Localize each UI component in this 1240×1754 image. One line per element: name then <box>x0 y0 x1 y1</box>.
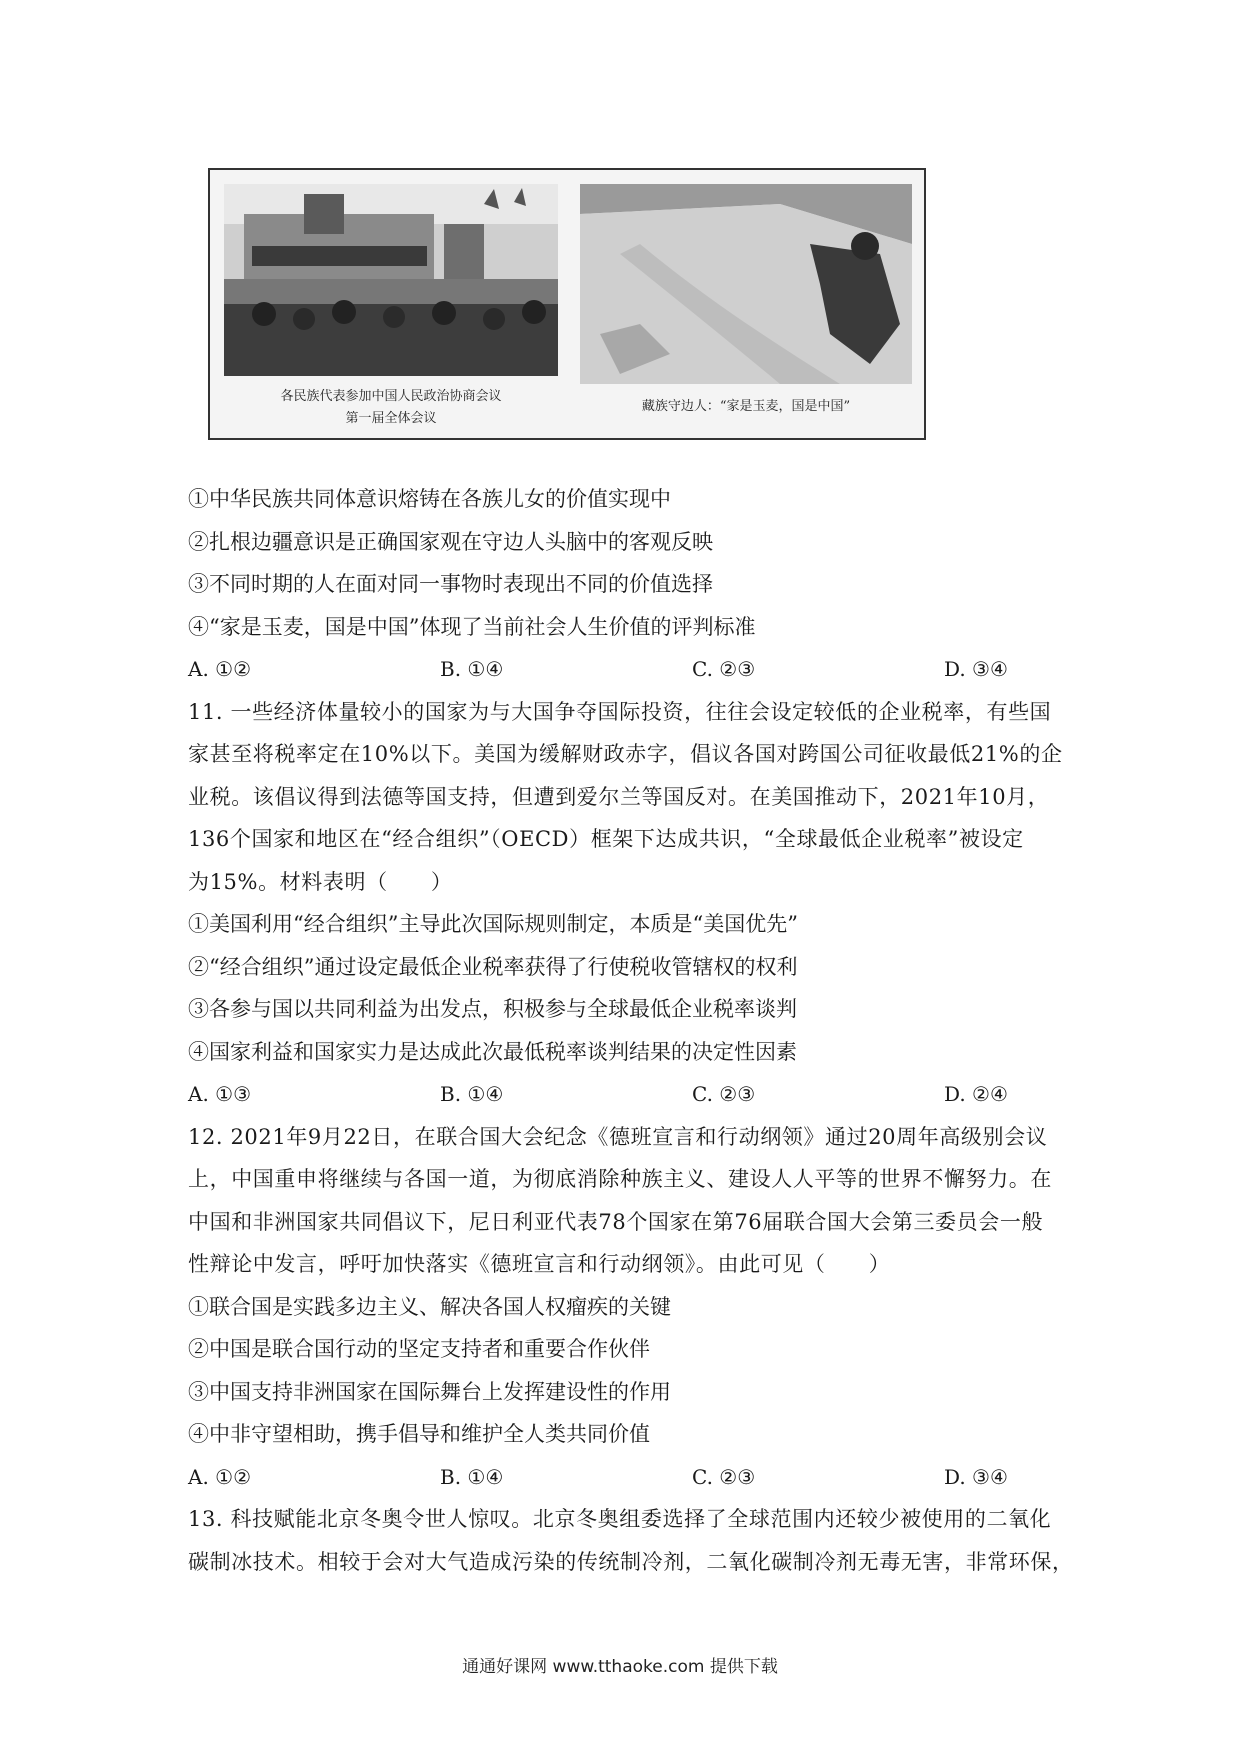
q10-options <box>188 648 1058 691</box>
q10-item-3: ③不同时期的人在面对同一事物时表现出不同的价值选择 <box>188 572 713 596</box>
left-photo-caption <box>224 386 558 430</box>
q10-item-4: ④“家是玉麦，国是中国”体现了当前社会人生价值的评判标准 <box>188 614 756 639</box>
q10-option-d[interactable]: D. ③④ <box>944 657 1008 682</box>
q12-option-c[interactable]: C. ②③ <box>692 1464 756 1489</box>
q13-stem-line: 13. 科技赋能北京冬奥令世人惊叹。北京冬奥组委选择了全球范围内还较少被使用的二氧化 <box>188 1507 1052 1531</box>
caption-line: 第一届全体会议 <box>345 411 437 426</box>
q10-option-c[interactable]: C. ②③ <box>692 657 756 682</box>
border-guard-photo <box>580 184 912 384</box>
q11-stem-line: 业税。该倡议得到法德等国支持，但遭到爱尔兰等国反对。在美国推动下，2021年10月， <box>188 784 1050 809</box>
page-footer: 通通好课网 www.tthaoke.com 提供下载 <box>462 1657 778 1677</box>
q12-stem-line: 中国和非洲国家共同倡议下，尼日利亚代表78个国家在第76届联合国大会第三委员会一般 <box>188 1209 1044 1234</box>
q12-option-b[interactable]: B. ①④ <box>440 1464 504 1489</box>
q12-stem-line: 12. 2021年9月22日，在联合国大会纪念《德班宣言和行动纲领》通过20周年高级别会议 <box>188 1124 1048 1149</box>
q12-option-d[interactable]: D. ③④ <box>944 1464 1008 1489</box>
q12-item-3: ③中国支持非洲国家在国际舞台上发挥建设性的作用 <box>188 1379 671 1404</box>
q12-options <box>188 1456 1058 1499</box>
q12-stem-line: 性辩论中发言，呼吁加快落实《德班宣言和行动纲领》。由此可见（ ） <box>188 1252 891 1276</box>
q11-stem-line: 136个国家和地区在“经合组织”（OECD）框架下达成共识，“全球最低企业税率”被设定 <box>188 827 1024 851</box>
photo-figure <box>208 168 926 440</box>
right-photo-caption: 藏族守边人：“家是玉麦，国是中国” <box>641 399 851 414</box>
q11-option-c[interactable]: C. ②③ <box>692 1082 756 1107</box>
q10-item-2: ②扎根边疆意识是正确国家观在守边人头脑中的客观反映 <box>188 529 713 554</box>
q13-stem-line: 碳制冰技术。相较于会对大气造成污染的传统制冷剂，二氧化碳制冷剂无毒无害，非常环保， <box>188 1549 1074 1574</box>
q11-item-2: ②“经合组织”通过设定最低企业税率获得了行使税收管辖权的权利 <box>188 954 798 979</box>
q11-option-b[interactable]: B. ①④ <box>440 1082 504 1107</box>
q10-option-b[interactable]: B. ①④ <box>440 657 504 682</box>
q12-item-4: ④中非守望相助，携手倡导和维护全人类共同价值 <box>188 1422 650 1446</box>
q11-stem-line: 家甚至将税率定在10%以下。美国为缓解财政赤字，倡议各国对跨国公司征收最低21%的企 <box>188 742 1063 766</box>
q11-option-a[interactable]: A. ①③ <box>188 1082 252 1107</box>
q11-stem-line: 11. 一些经济体量较小的国家为与大国争夺国际投资，往往会设定较低的企业税率，有些国 <box>188 699 1052 724</box>
q11-item-4: ④国家利益和国家实力是达成此次最低税率谈判结果的决定性因素 <box>188 1039 797 1064</box>
q11-item-3: ③各参与国以共同利益为出发点，积极参与全球最低企业税率谈判 <box>188 997 797 1021</box>
q10-item-1: ①中华民族共同体意识熔铸在各族儿女的价值实现中 <box>188 487 671 511</box>
q12-option-a[interactable]: A. ①② <box>188 1464 252 1489</box>
q12-item-2: ②中国是联合国行动的坚定支持者和重要合作伙伴 <box>188 1337 650 1361</box>
question-content <box>188 478 1074 1583</box>
q11-stem-line: 为15%。材料表明（ ） <box>188 869 453 894</box>
q12-stem-line: 上，中国重申将继续与各国一道，为彻底消除种族主义、建设人人平等的世界不懈努力。在 <box>188 1167 1052 1191</box>
cppcc-photo <box>224 184 558 376</box>
q11-options <box>188 1073 1058 1116</box>
q12-item-1: ①联合国是实践多边主义、解决各国人权瘤疾的关键 <box>188 1294 671 1319</box>
caption-line: 各民族代表参加中国人民政治协商会议 <box>280 389 502 404</box>
q10-option-a[interactable]: A. ①② <box>188 657 252 682</box>
q11-option-d[interactable]: D. ②④ <box>944 1082 1008 1107</box>
q11-item-1: ①美国利用“经合组织”主导此次国际规则制定，本质是“美国优先” <box>188 912 798 936</box>
